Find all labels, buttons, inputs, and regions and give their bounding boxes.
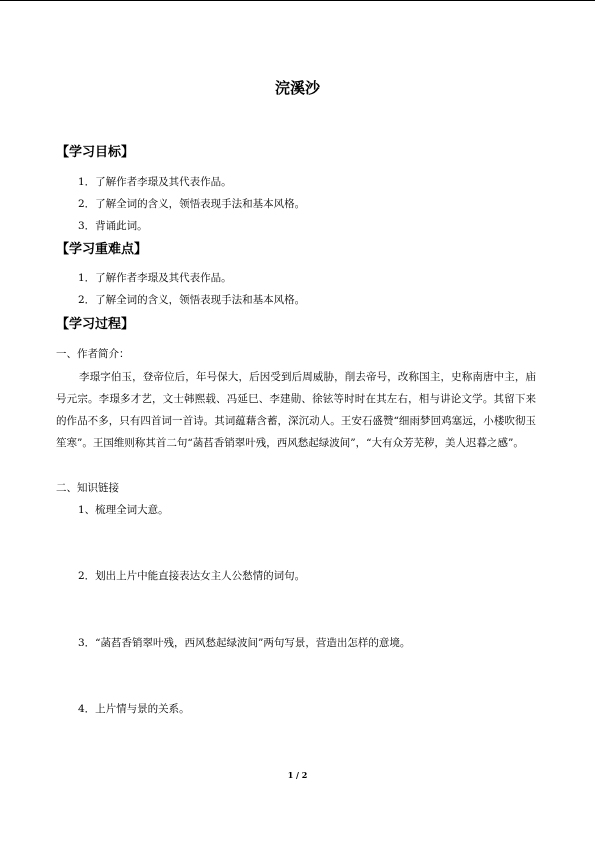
key-points-heading: 【学习重难点】	[56, 242, 148, 257]
knowledge-item-3: 3．“菡萏香销翠叶残，西风愁起绿波间”两句写景，营造出怎样的意境。	[78, 637, 411, 649]
page-number: 1 / 2	[287, 770, 308, 780]
knowledge-item-1: 1、梳理全词大意。	[78, 504, 169, 516]
knowledge-link-title: 二、知识链接	[56, 482, 119, 494]
knowledge-item-4: 4．上片情与景的关系。	[78, 703, 190, 715]
key-point-item-2: 2．了解全词的含义，领悟表现手法和基本风格。	[78, 294, 306, 306]
objectives-heading: 【学习目标】	[56, 145, 135, 160]
top-border-line	[0, 0, 595, 1]
process-heading: 【学习过程】	[56, 317, 135, 332]
objective-item-3: 3．背诵此词。	[78, 220, 148, 232]
objective-item-1: 1．了解作者李璟及其代表作品。	[78, 176, 232, 188]
objective-item-2: 2．了解全词的含义，领悟表现手法和基本风格。	[78, 198, 306, 210]
key-point-item-1: 1．了解作者李璟及其代表作品。	[78, 272, 232, 284]
page-title: 浣溪沙	[274, 79, 320, 97]
author-intro-title: 一、作者简介：	[56, 348, 130, 360]
author-intro-paragraph: 李璟字伯玉，登帝位后，年号保大，后因受到后周威胁，削去帝号，改称国主，史称南唐中主，庙号元宗。李璟多才艺，文士韩熙载、冯延巳、李建勋、徐铉等时时在其左右，相与讲论文学。其留下来的作品不多，只有四首词一首诗。其词蕴藉含蓄，深沉动人。王安石盛赞“细雨梦回鸡塞远，小楼吹彻玉笙寒”。王国维则称其首二句“菡萏香销翠叶残，西风愁起绿波间”，“大有众芳芜秽，美人迟暮之感”。	[56, 371, 536, 449]
knowledge-item-2: 2．划出上片中能直接表达女主人公愁情的词句。	[78, 570, 306, 582]
